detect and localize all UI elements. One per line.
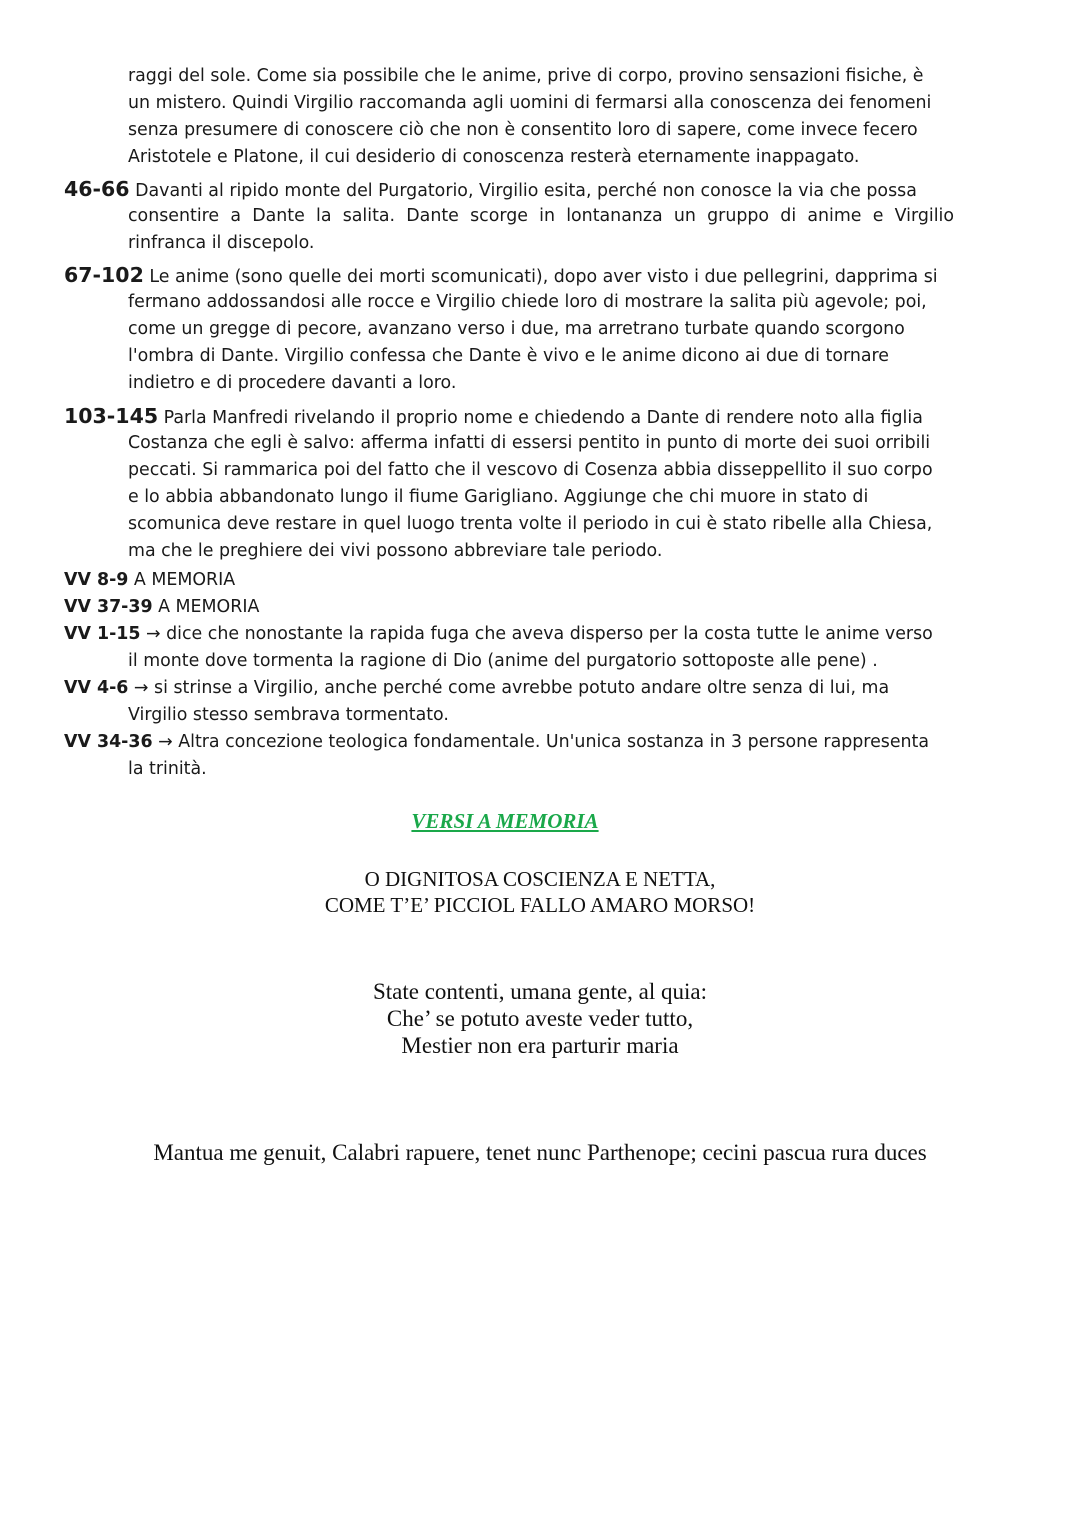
memory-heading: VERSI A MEMORIA <box>411 809 599 833</box>
section-67-102 <box>64 262 954 397</box>
text-line: Costanza che egli è salvo: afferma infatti di essersi pentito in punto di morte dei suoi orribili <box>128 433 931 453</box>
text-line: consentire a Dante la salita. Dante scorge in lontananza un gruppo di anime e Virgilio <box>128 206 954 226</box>
text-line: ma che le preghiere dei vivi possono abbreviare tale periodo. <box>128 541 663 561</box>
poem-line: State contenti, umana gente, al quia: <box>372 979 708 1004</box>
text-line: e lo abbia abbandonato lungo il fiume Garigliano. Aggiunge che chi muore in stato di <box>128 487 869 507</box>
note-line <box>64 621 954 648</box>
section-text: Le anime (sono quelle dei morti scomunicati), dopo aver visto i due pellegrini, dapprima si <box>143 267 938 287</box>
section-text: Parla Manfredi rivelando il proprio nome e chiedendo a Dante di rendere noto alla figlia <box>158 408 923 428</box>
verse-range: 46-66 <box>64 177 130 201</box>
section-103-145 <box>64 403 954 565</box>
note-text: A MEMORIA <box>128 570 236 590</box>
text-line: l'ombra di Dante. Virgilio confessa che Dante è vivo e le anime dicono ai due di tornare <box>128 346 889 366</box>
note-label: VV 37-39 <box>64 597 153 617</box>
note-text: A MEMORIA <box>152 597 260 617</box>
note-label: VV 34-36 <box>64 732 153 752</box>
section-text: Davanti al ripido monte del Purgatorio, Virgilio esita, perché non conosce la via che possa <box>129 181 917 201</box>
text-line: un mistero. Quindi Virgilio raccomanda agli uomini di fermarsi alla conoscenza dei fenomeni <box>128 93 932 113</box>
note-text: → dice che nonostante la rapida fuga che aveva disperso per la costa tutte le anime verso <box>140 624 933 644</box>
note-line <box>64 729 954 756</box>
note-text: → si strinse a Virgilio, anche perché come avrebbe potuto andare oltre senza di lui, ma <box>128 678 890 698</box>
verse-range: 67-102 <box>64 263 144 287</box>
note-continuation: Virgilio stesso sembrava tormentato. <box>128 705 449 725</box>
verse-range: 103-145 <box>64 404 159 428</box>
latin-epitaph: Mantua me genuit, Calabri rapuere, tenet nunc Parthenope; cecini pascua rura duces <box>153 1140 927 1165</box>
note-text: → Altra concezione teologica fondamentale. Un'unica sostanza in 3 persone rappresenta <box>152 732 930 752</box>
note-continuation: il monte dove tormenta la ragione di Dio (anime del purgatorio sottoposte alle pene) . <box>128 651 878 671</box>
text-line: peccati. Si rammarica poi del fatto che il vescovo di Cosenza abbia disseppellito il suo corpo <box>128 460 933 480</box>
section-first-line <box>64 403 954 430</box>
text-line: come un gregge di pecore, avanzano verso i due, ma arretrano turbate quando scorgono <box>128 319 905 339</box>
intro-paragraph <box>64 63 954 171</box>
section-46-66 <box>64 176 954 257</box>
text-line: rinfranca il discepolo. <box>128 233 315 253</box>
verse-notes <box>64 567 954 783</box>
poem-verses <box>0 978 1080 1059</box>
poem-line: Che’ se potuto aveste veder tutto, <box>386 1006 694 1031</box>
note-label: VV 8-9 <box>64 570 129 590</box>
note-label: VV 1-15 <box>64 624 141 644</box>
text-line: scomunica deve restare in quel luogo trenta volte il periodo in cui è stato ribelle alla Chiesa, <box>128 514 933 534</box>
note-continuation: la trinità. <box>128 759 207 779</box>
text-line: fermano addossandosi alle rocce e Virgilio chiede loro di mostrare la salita più agevole; poi, <box>128 292 927 312</box>
poem-line: O DIGNITOSA COSCIENZA E NETTA, <box>364 867 716 891</box>
note-line <box>64 567 954 594</box>
text-line: Aristotele e Platone, il cui desiderio di conoscenza resterà eternamente inappagato. <box>128 147 860 167</box>
text-line: indietro e di procedere davanti a loro. <box>128 373 457 393</box>
note-line <box>64 594 954 621</box>
section-first-line <box>64 262 954 289</box>
section-first-line <box>64 176 954 203</box>
poem-line: COME T’E’ PICCIOL FALLO AMARO MORSO! <box>324 893 756 917</box>
note-label: VV 4-6 <box>64 678 129 698</box>
poem-caps <box>0 866 1080 918</box>
text-line: raggi del sole. Come sia possibile che le anime, prive di corpo, provino sensazioni fisiche, è <box>128 66 924 86</box>
poem-line: Mestier non era parturir maria <box>401 1033 679 1058</box>
note-line <box>64 675 954 702</box>
text-line: senza presumere di conoscere ciò che non è consentito loro di sapere, come invece fecero <box>128 120 918 140</box>
